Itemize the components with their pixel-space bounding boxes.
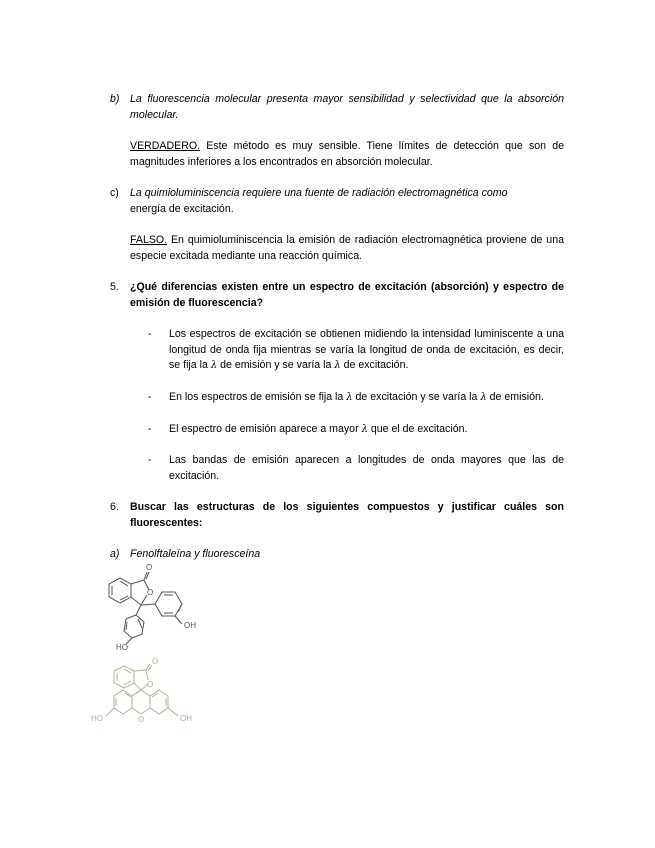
fluorescein-bonds <box>106 664 178 716</box>
item-c-statement-tail: energía de excitación. <box>130 202 234 215</box>
bullet-dash: - <box>148 454 152 466</box>
q5-number: 5. <box>110 281 119 293</box>
item-b-answer-text: Este método es muy sensible. Tiene límites de detección que son de magnitudes inferiores a los encontrados en absorción molecular. <box>130 140 564 168</box>
fluorescein-o-top: O <box>152 658 159 666</box>
item-a-label: a) <box>110 548 120 560</box>
item-c-verdict: FALSO. <box>130 234 168 246</box>
bullet-dash: - <box>148 328 152 340</box>
item-b-statement: La fluorescencia molecular presenta mayor sensibilidad y selectividad que la absorción molecular. <box>130 93 564 121</box>
phenolphthalein-structure <box>100 562 210 652</box>
item-b-label: b) <box>110 93 120 105</box>
item-b-answer <box>130 139 564 170</box>
lambda-symbol: λ <box>361 424 368 435</box>
lambda-symbol: λ <box>346 392 353 403</box>
phenolphthalein-o-top: O <box>146 563 153 572</box>
lambda-symbol: λ <box>210 360 218 372</box>
item-c-label: c) <box>110 187 119 199</box>
item-c-answer-text: En quimioluminiscencia la emisión de radiación electromagnética proviene de una especie excitada mediante una reacción química. <box>130 234 564 262</box>
bullet-excitation-spectrum: Los espectros de excitación se obtienen midiendo la intensidad luminiscente a una longitud de onda fija mientras se varía la longitud de onda de excitación, es decir, se fija la λ de emisión y se varía la λ de excitación. <box>169 328 564 372</box>
item-c-statement <box>130 186 564 217</box>
item-b-verdict: VERDADERO. <box>130 140 201 152</box>
q6-number: 6. <box>110 501 119 513</box>
fluorescein-o-bridge: O <box>138 715 145 724</box>
lambda-symbol: λ <box>480 392 487 403</box>
bullet-emission-position: El espectro de emisión aparece a mayor λ que el de excitación. <box>169 423 468 435</box>
q5-question: ¿Qué diferencias existen entre un espectro de excitación (absorción) y espectro de emisión de fluorescencia? <box>130 281 564 309</box>
phenolphthalein-oh-left: HO <box>116 643 128 652</box>
phenolphthalein-oh-right: OH <box>184 621 196 630</box>
bullet-dash: - <box>148 391 152 403</box>
item-a-title: Fenolftaleína y fluoresceína <box>130 548 261 560</box>
bullet-emission-bands: Las bandas de emisión aparecen a longitudes de onda mayores que las de excitación. <box>169 454 564 482</box>
fluorescein-oh-right: OH <box>180 714 192 723</box>
phenolphthalein-o-ring: O <box>147 588 154 597</box>
lambda-symbol: λ <box>334 360 341 372</box>
bullet-dash: - <box>148 423 152 435</box>
item-c-answer <box>130 233 564 264</box>
phenolphthalein-bonds <box>109 572 182 644</box>
q6-question: Buscar las estructuras de los siguientes compuestos y justificar cuáles son fluorescentes: <box>130 501 564 529</box>
fluorescein-oh-left: HO <box>91 714 103 723</box>
bullet-emission-spectrum: En los espectros de emisión se fija la λ de excitación y se varía la λ de emisión. <box>169 391 544 403</box>
item-c-statement-main: La quimioluminiscencia requiere una fuente de radiación electromagnética como <box>130 187 508 199</box>
fluorescein-structure <box>88 658 208 726</box>
fluorescein-o-ring: O <box>147 680 154 689</box>
